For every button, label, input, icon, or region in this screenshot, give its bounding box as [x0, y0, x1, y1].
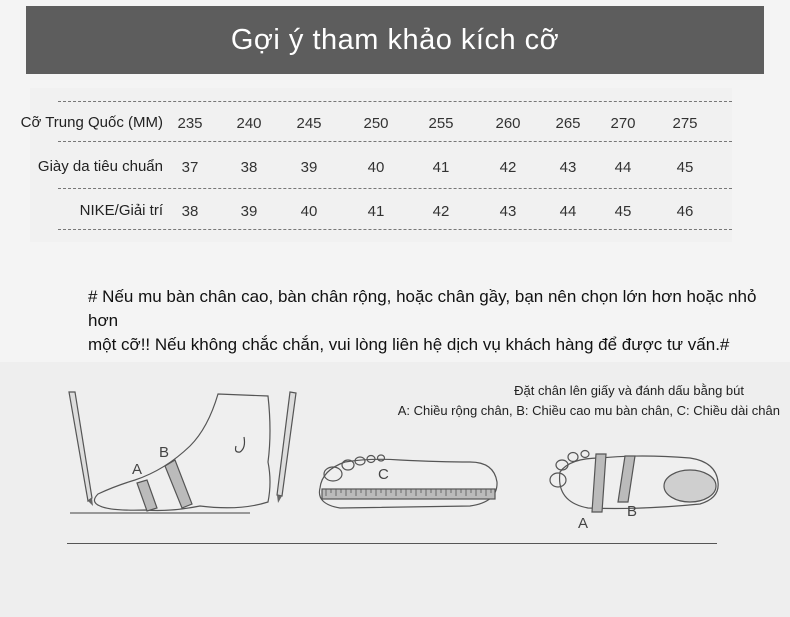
right-pencil-icon [277, 392, 296, 496]
side-view-foot-figure [69, 392, 296, 513]
instruction-line-1: Đặt chân lên giấy và đánh dấu bằng bút [514, 383, 744, 398]
size-cell: 39 [300, 159, 318, 176]
measurement-instructions [398, 381, 780, 421]
size-cell: 43 [499, 203, 517, 220]
size-cell: 235 [177, 115, 203, 132]
bottom-divider [67, 543, 717, 544]
size-table-row [0, 108, 790, 138]
diagram-label-b: B [159, 444, 170, 461]
table-divider [58, 101, 732, 102]
size-cell: 44 [559, 203, 577, 220]
length-ruler-c [322, 489, 495, 499]
size-cell: 265 [555, 115, 581, 132]
size-cell: 42 [432, 203, 450, 220]
page-title: Gợi ý tham khảo kích cỡ [230, 23, 560, 56]
size-cell: 41 [432, 159, 450, 176]
diagram-label-a: A [132, 461, 143, 478]
size-cell: 45 [676, 159, 694, 176]
size-cell: 43 [559, 159, 577, 176]
instruction-line-2: A: Chiều rộng chân, B: Chiều cao mu bàn chân, C: Chiều dài chân [397, 403, 780, 418]
table-divider [58, 141, 732, 142]
size-cell: 245 [296, 115, 322, 132]
size-cell: 270 [610, 115, 636, 132]
size-cell: 38 [181, 203, 199, 220]
table-divider [58, 188, 732, 189]
size-cell: 260 [495, 115, 521, 132]
sole-length-figure [319, 455, 497, 508]
size-cell: 255 [428, 115, 454, 132]
size-cell: 37 [181, 159, 199, 176]
size-cell: 45 [614, 203, 632, 220]
size-cell: 44 [614, 159, 632, 176]
size-cell: 38 [240, 159, 258, 176]
size-table-row [0, 196, 790, 226]
sole-outline [319, 459, 497, 508]
note-line-1: # Nếu mu bàn chân cao, bàn chân rộng, hoặc chân gầy, bạn nên chọn lớn hơn hoặc nhỏ hơn [88, 287, 757, 330]
size-cell: 40 [367, 159, 385, 176]
table-divider [58, 229, 732, 230]
row-label: Cỡ Trung Quốc (MM) [20, 114, 163, 131]
left-pencil-icon [69, 392, 92, 501]
header-bar [26, 6, 764, 74]
size-cell: 42 [499, 159, 517, 176]
note-line-2: một cỡ!! Nếu không chắc chắn, vui lòng liên hệ dịch vụ khách hàng để được tư vấn.# [88, 335, 730, 354]
size-advice-note [88, 285, 768, 357]
size-cell: 40 [300, 203, 318, 220]
size-cell: 46 [676, 203, 694, 220]
size-cell: 39 [240, 203, 258, 220]
size-table-row [0, 152, 790, 182]
diagram-label-top-b: B [627, 503, 638, 520]
size-cell: 250 [363, 115, 389, 132]
row-label: Giày da tiêu chuẩn [37, 158, 163, 175]
size-cell: 275 [672, 115, 698, 132]
size-cell: 41 [367, 203, 385, 220]
diagram-label-c: C [378, 466, 389, 483]
heel-hatch [664, 470, 716, 502]
size-cell: 240 [236, 115, 262, 132]
row-label: NIKE/Giải trí [79, 202, 163, 219]
diagram-label-top-a: A [578, 515, 589, 532]
